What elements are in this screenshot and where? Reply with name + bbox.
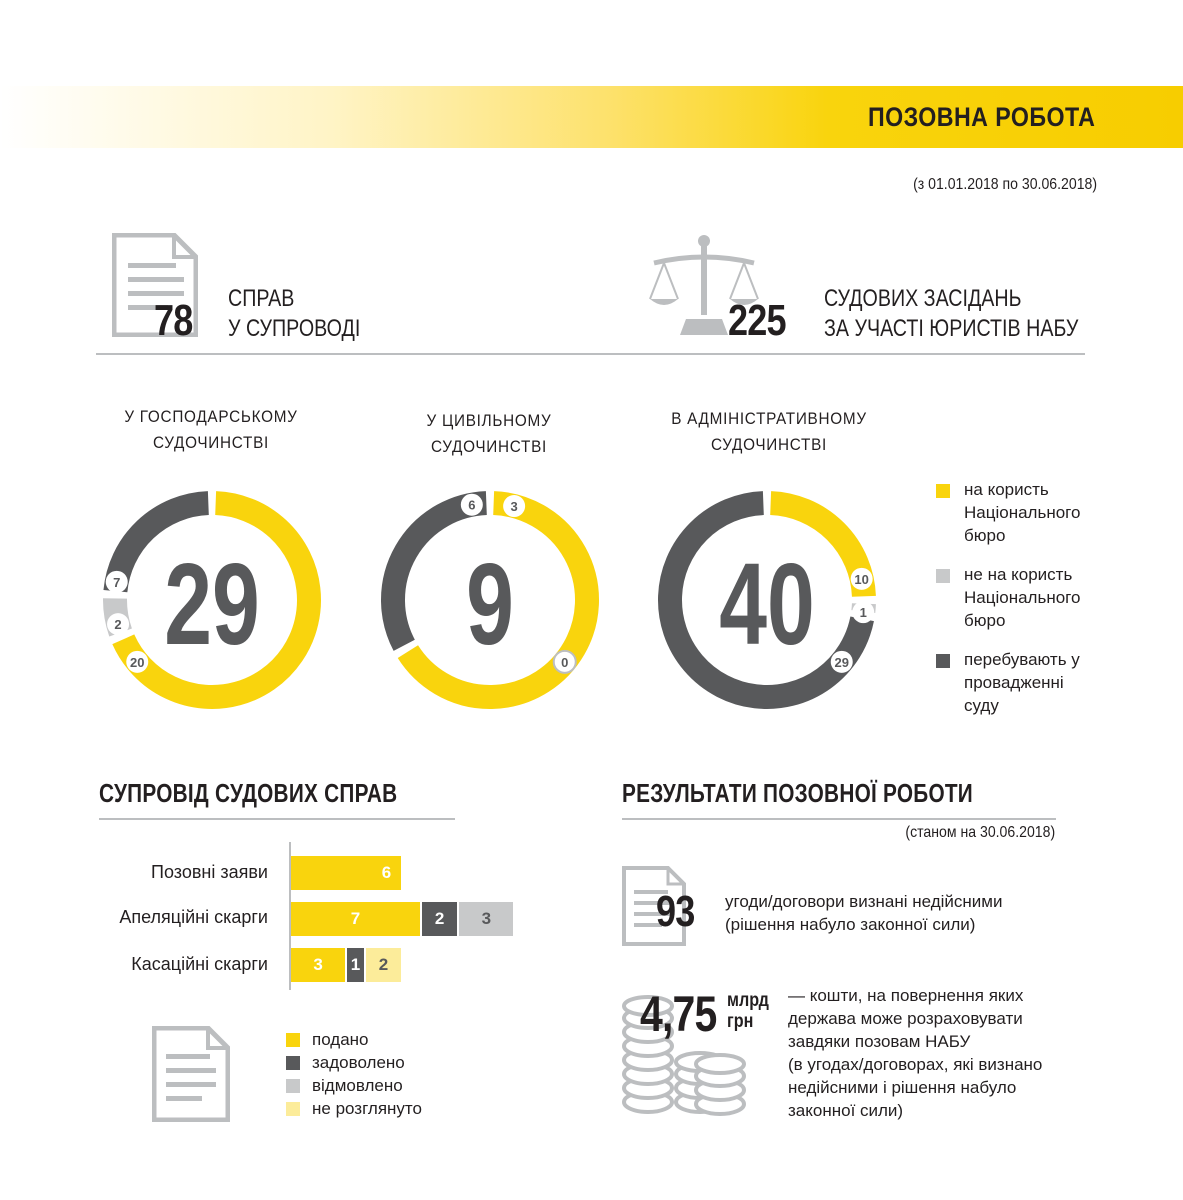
legend-swatch-pending	[936, 654, 950, 668]
bar-legend-swatch-rejected	[286, 1079, 300, 1093]
section-title-case-support: СУПРОВІД СУДОВИХ СПРАВ	[99, 778, 398, 808]
bar-legend-rejected	[286, 1074, 422, 1097]
cases-label-line1: СПРАВ	[228, 285, 295, 312]
donut-badge-not-in-favor	[852, 601, 874, 623]
donut-title-commercial	[99, 404, 324, 456]
document-icon-small	[152, 1026, 230, 1122]
donut-total-commercial: 29	[164, 539, 260, 669]
bar-legend-filed	[286, 1028, 422, 1051]
bar-legend-not-considered	[286, 1097, 422, 1120]
contracts-text	[725, 890, 1002, 936]
legend-text-not-in-favor: не на користь Національного бюро	[964, 565, 1081, 630]
donut-badge-in-favor	[851, 568, 873, 590]
funds-text-line6: законної сили)	[788, 1101, 904, 1120]
bar-legend-text-not-considered: не розглянуто	[312, 1098, 422, 1118]
bar-legend	[286, 1028, 422, 1120]
donut-badge-in-favor	[461, 494, 483, 516]
hearings-count: 225	[728, 296, 786, 345]
bar-label-appeals: Апеляційні скарги	[119, 907, 268, 927]
results-date: (станом на 30.06.2018)	[905, 824, 1055, 841]
funds-text-line3: завдяки позовам НАБУ	[788, 1032, 971, 1051]
bar-legend-text-filed: подано	[312, 1029, 369, 1049]
bar-legend-text-granted: задоволено	[312, 1052, 405, 1072]
donut-title-administrative	[640, 406, 897, 458]
funds-text-line2: держава може розраховувати	[788, 1009, 1023, 1028]
top-divider	[96, 353, 1085, 355]
donut-badge-label: 2	[114, 617, 122, 633]
legend-text-pending: перебувають у провадженні суду	[964, 650, 1080, 715]
bar-legend-granted	[286, 1051, 422, 1074]
donut-badge-pending	[503, 495, 525, 517]
page-title: ПОЗОВНА РОБОТА	[867, 102, 1095, 132]
section-title-results: РЕЗУЛЬТАТИ ПОЗОВНОЇ РОБОТИ	[622, 778, 973, 808]
period-label: (з 01.01.2018 по 30.06.2018)	[913, 176, 1097, 193]
legend-swatch-not-in-favor	[936, 569, 950, 583]
donut-title-administrative-line2: СУДОЧИНСТВІ	[710, 435, 828, 454]
bar-legend-swatch-granted	[286, 1056, 300, 1070]
bar-segment-appeals-filed: 7	[291, 902, 420, 936]
donut-badge-label: 1	[859, 605, 867, 621]
donut-title-administrative-line1: В АДМІНІСТРАТИВНОМУ	[671, 409, 867, 428]
donut-title-civil-line2: СУДОЧИНСТВІ	[430, 437, 548, 456]
donut-title-commercial-line2: СУДОЧИНСТВІ	[152, 433, 270, 452]
bar-segment-appeals-rejected: 3	[459, 902, 513, 936]
funds-text-line4: (в угодах/договорах, які визнано	[788, 1055, 1043, 1074]
hearings-label-line2: ЗА УЧАСТІ ЮРИСТІВ НАБУ	[824, 315, 1079, 342]
bar-segment-cassations-filed: 3	[291, 948, 345, 982]
bar-legend-text-rejected: відмовлено	[312, 1075, 403, 1095]
legend-swatch-in-favor	[936, 484, 950, 498]
donut-badge-label: 6	[468, 497, 476, 513]
cases-count: 78	[154, 296, 193, 345]
donut-total-civil: 9	[466, 539, 514, 669]
donut-badge-label: 7	[113, 574, 121, 590]
funds-amount: 4,75	[640, 986, 717, 1042]
funds-unit	[727, 990, 769, 1032]
donut-badge-label: 10	[854, 571, 869, 587]
hearings-label	[824, 284, 1078, 344]
legend-item-not-in-favor	[936, 563, 1136, 632]
donut-badge-pending	[106, 571, 128, 593]
bar-segment-cassations-granted: 1	[347, 948, 364, 982]
donut-badge-not-in-favor	[107, 613, 129, 635]
bar-legend-swatch-filed	[286, 1033, 300, 1047]
donut-badge-label: 20	[130, 654, 145, 670]
funds-unit-line1: млрд	[727, 990, 769, 1011]
donut-badge-label: 3	[510, 499, 518, 515]
bar-segment-cassations-not-considered: 2	[366, 948, 401, 982]
bar-segment-lawsuits-filed: 6	[291, 856, 401, 890]
donut-title-civil	[377, 408, 602, 460]
contracts-count: 93	[656, 887, 695, 936]
donut-badge-label: 29	[834, 654, 849, 670]
funds-text-line5: недійсними і рішення набуло	[788, 1078, 1017, 1097]
donut-badge-label: 0	[561, 654, 569, 670]
legend-item-in-favor	[936, 478, 1136, 547]
donut-title-commercial-line1: У ГОСПОДАРСЬКОМУ	[124, 407, 298, 426]
donut-legend	[936, 478, 1136, 717]
bar-segment-appeals-granted: 2	[422, 902, 457, 936]
cases-label	[228, 284, 360, 344]
funds-unit-line2: грн	[727, 1011, 754, 1032]
bar-legend-swatch-not-considered	[286, 1102, 300, 1116]
bar-label-lawsuits: Позовні заяви	[151, 862, 268, 882]
contracts-text-line2: (рішення набуло законної сили)	[725, 915, 976, 934]
section-rule-case-support	[99, 818, 455, 820]
funds-text	[788, 984, 1042, 1122]
legend-item-pending	[936, 648, 1136, 717]
cases-label-line2: У СУПРОВОДІ	[228, 315, 361, 342]
section-rule-results	[622, 818, 1056, 820]
contracts-text-line1: угоди/договори визнані недійсними	[725, 892, 1003, 911]
legend-text-in-favor: на користь Національного бюро	[964, 480, 1081, 545]
hearings-label-line1: СУДОВИХ ЗАСІДАНЬ	[824, 285, 1022, 312]
funds-text-line1: — кошти, на повернення яких	[788, 986, 1024, 1005]
donut-total-administrative: 40	[719, 539, 815, 669]
donut-title-civil-line1: У ЦИВІЛЬНОМУ	[426, 411, 552, 430]
bar-label-cassations: Касаційні скарги	[131, 954, 268, 974]
stacked-bar-chart	[291, 842, 591, 990]
